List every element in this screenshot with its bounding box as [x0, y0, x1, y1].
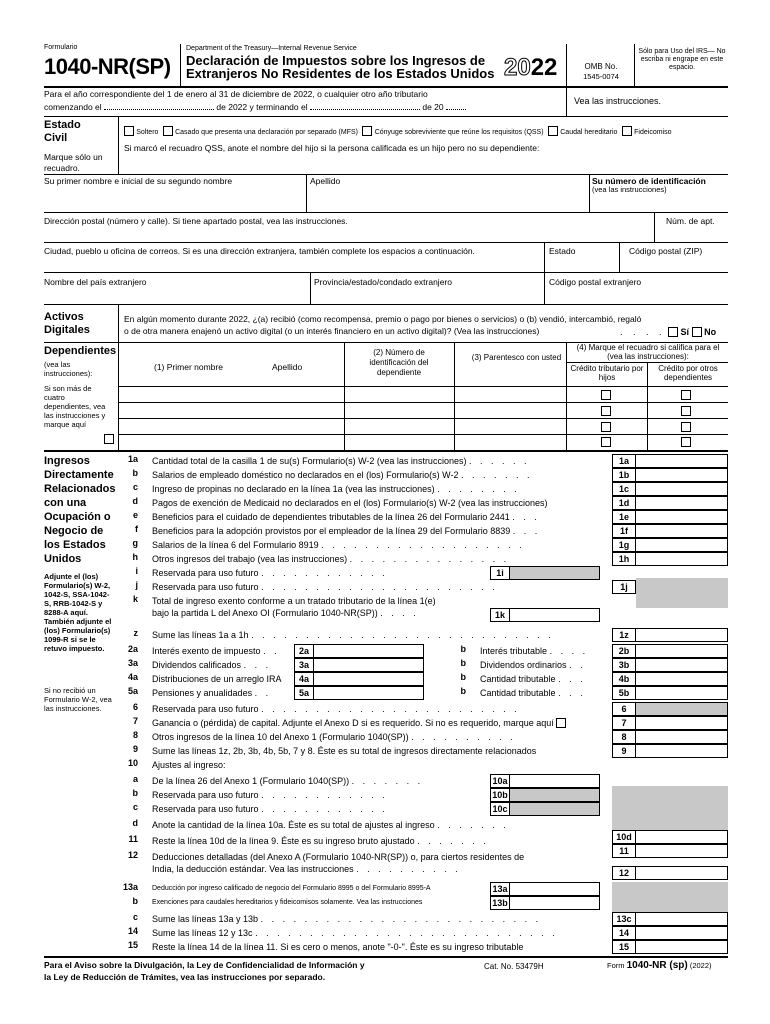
- footer-form-id: [607, 960, 712, 971]
- amount-12[interactable]: [636, 866, 728, 880]
- digital-label2: Digitales: [44, 324, 90, 336]
- mfs-checkbox[interactable]: [163, 126, 173, 136]
- id-number-label: Su número de identificación: [592, 176, 706, 186]
- dep1-ctc-checkbox[interactable]: [601, 390, 611, 400]
- qss-note: Si marcó el recuadro QSS, anote el nombre del hijo si la persona calificada es un hijo pero no su dependiente:: [124, 143, 540, 153]
- last-name-label: Apellido: [310, 176, 341, 186]
- dep-col1-first: (1) Primer nombre: [154, 362, 223, 372]
- estate-checkbox[interactable]: [548, 126, 558, 136]
- end-year-label: de 20: [422, 102, 444, 112]
- dependents-label: Dependientes: [44, 345, 117, 357]
- amount-8[interactable]: [636, 730, 728, 744]
- title-line2: Extranjeros No Residentes de los Estados Unidos: [186, 66, 495, 81]
- amount-10c: [510, 802, 600, 816]
- digital-no-checkbox[interactable]: [692, 327, 702, 337]
- state-label: Estado: [549, 246, 576, 256]
- shade-13-amts: [636, 882, 728, 912]
- amount-14[interactable]: [636, 926, 728, 940]
- amount-1d[interactable]: [636, 496, 728, 510]
- id-number-note: (vea las instrucciones): [592, 185, 667, 194]
- filing-status-label2: Civil: [44, 132, 68, 144]
- amount-13a[interactable]: [510, 882, 600, 896]
- irs-use-note: Sólo para Uso del IRS— No escriba ni engrape en este espacio.: [638, 48, 726, 71]
- cat-number: Cat. No. 53479H: [484, 962, 544, 971]
- dep4-ctc-checkbox[interactable]: [601, 437, 611, 447]
- begin-label: comenzando el: [44, 102, 102, 112]
- footer-notice-1: Para el Aviso sobre la Divulgación, la Ley de Confidencialidad de Información y: [44, 960, 365, 970]
- dep2-odc-checkbox[interactable]: [681, 406, 691, 416]
- year-light: 20: [504, 54, 531, 81]
- form-number: 1040-NR(SP): [44, 54, 171, 79]
- form-label: Formulario: [44, 44, 78, 51]
- end-label: de 2022 y terminando el: [216, 102, 308, 112]
- amount-13c[interactable]: [636, 912, 728, 926]
- amount-2b[interactable]: [636, 644, 728, 658]
- begin-date-field[interactable]: [104, 109, 214, 110]
- amount-13b[interactable]: [510, 896, 600, 910]
- amount-1k[interactable]: [510, 608, 600, 622]
- dep-col3: (3) Parentesco con usted: [471, 353, 562, 362]
- amount-5b[interactable]: [636, 686, 728, 700]
- more-dependents-checkbox[interactable]: [104, 434, 114, 444]
- footer-form-name: 1040-NR (sp): [626, 960, 688, 971]
- amount-4b[interactable]: [636, 672, 728, 686]
- amount-1i: [510, 566, 600, 580]
- year-bold: 22: [530, 54, 558, 81]
- shade-10-amts: [636, 786, 728, 830]
- department: Department of the Treasury—Internal Revenue Service: [186, 45, 357, 52]
- zip-label: Código postal (ZIP): [629, 246, 703, 256]
- amount-1e[interactable]: [636, 510, 728, 524]
- footer-notice-2: la Ley de Reducción de Trámites, vea las instrucciones por separado.: [44, 972, 326, 982]
- apt-label: Núm. de apt.: [666, 216, 715, 226]
- filing-status-options: Soltero Casado que presenta una declaración por separado (MFS) Cónyuge sobreviviente que reúne los requisitos (QSS) Caudal hereditario Fideicomiso: [124, 126, 672, 136]
- amount-10d[interactable]: [636, 830, 728, 844]
- foreign-zip-label: Código postal extranjero: [549, 277, 642, 287]
- omb-number: 1545-0074: [583, 72, 619, 81]
- income-section-title: Ingresos Directamente Relacionados con una Ocupación o Negocio de los Estados Unidos: [44, 455, 116, 565]
- dep4-odc-checkbox[interactable]: [681, 437, 691, 447]
- digital-question-2: o de otra manera enajenó un activo digital (o un interés financiero en un activo digital)? (Vea las instrucciones): [124, 326, 540, 336]
- amount-10a[interactable]: [510, 774, 600, 788]
- dep-col4: (4) Marque el recuadro si califica para el (vea las instrucciones):: [576, 343, 720, 361]
- dep-col2: (2) Número de identificación del dependiente: [369, 348, 429, 377]
- line7-checkbox[interactable]: [556, 718, 566, 728]
- amount-15[interactable]: [636, 940, 728, 954]
- end-year-field[interactable]: [446, 109, 466, 110]
- single-checkbox[interactable]: [124, 126, 134, 136]
- amount-1f[interactable]: [636, 524, 728, 538]
- dep-col4b: Crédito por otros dependientes: [658, 364, 718, 382]
- digital-answers: . . . . Sí No: [620, 327, 717, 337]
- amount-3a[interactable]: [314, 658, 424, 672]
- year-line-text: Para el año correspondiente del 1 de enero al 31 de diciembre de 2022, o cualquier otro año tributario: [44, 89, 428, 99]
- attach-note: Adjunte el (los) Formulario(s) W-2, 1042-S, SSA-1042-S, RRB-1042-S y 8288-A aquí. También adjunte el (los) Formulario(s) 1099-R si se le retuvo impuesto.: [44, 572, 112, 653]
- dep-col4a: Crédito tributario por hijos: [570, 364, 644, 382]
- amount-1z[interactable]: [636, 628, 728, 642]
- amount-1h[interactable]: [636, 552, 728, 566]
- amount-1g[interactable]: [636, 538, 728, 552]
- dep2-ctc-checkbox[interactable]: [601, 406, 611, 416]
- amount-11[interactable]: [636, 844, 728, 858]
- dep-col1-last: Apellido: [272, 362, 303, 372]
- see-instructions: Vea las instrucciones.: [574, 96, 662, 106]
- footer-form-label: Form: [607, 961, 625, 970]
- amount-1c[interactable]: [636, 482, 728, 496]
- amount-4a[interactable]: [314, 672, 424, 686]
- footer-form-year: (2022): [689, 961, 712, 970]
- province-label: Provincia/estado/condado extranjero: [314, 277, 452, 287]
- city-label: Ciudad, pueblo u oficina de correos. Si es una dirección extranjera, también complete los espacios a continuación.: [44, 246, 475, 256]
- amount-9[interactable]: [636, 744, 728, 758]
- filing-status-hint: Marque sólo un recuadro.: [44, 152, 103, 173]
- year-line-start: [44, 102, 466, 112]
- dep3-odc-checkbox[interactable]: [681, 422, 691, 432]
- shade-1ij: [636, 578, 728, 608]
- digital-yes-checkbox[interactable]: [668, 327, 678, 337]
- address-label: Dirección postal (número y calle). Si tiene apartado postal, vea las instrucciones.: [44, 216, 348, 226]
- dep1-odc-checkbox[interactable]: [681, 390, 691, 400]
- amount-5a[interactable]: [314, 686, 424, 700]
- dependents-note2: Si son más de cuatro dependientes, vea las instrucciones y marque aquí: [44, 384, 106, 429]
- shade-10-labels: [612, 786, 636, 830]
- country-label: Nombre del país extranjero: [44, 277, 147, 287]
- amount-2a[interactable]: [314, 644, 424, 658]
- omb-label: OMB No.: [584, 62, 618, 71]
- title-line1: Declaración de Impuestos sobre los Ingresos de: [186, 53, 486, 68]
- amount-3b[interactable]: [636, 658, 728, 672]
- amount-6: [636, 702, 728, 716]
- dependents-note1: (vea las instrucciones):: [44, 360, 93, 378]
- dep3-ctc-checkbox[interactable]: [601, 422, 611, 432]
- filing-status-label1: Estado: [44, 119, 81, 131]
- amount-1a[interactable]: [636, 454, 728, 468]
- no-w2-note: Si no recibió un Formulario W-2, vea las instrucciones.: [44, 686, 112, 713]
- trust-checkbox[interactable]: [622, 126, 632, 136]
- digital-label1: Activos: [44, 311, 84, 323]
- first-name-label: Su primer nombre e inicial de su segundo nombre: [44, 176, 233, 186]
- shade-13-labels: [612, 882, 636, 912]
- digital-question-1: En algún momento durante 2022, ¿(a) recibió (como recompensa, premio o pago por bienes o servicios) o (b) vendió, intercambió, regaló: [124, 314, 642, 324]
- tax-year: [504, 56, 557, 80]
- amount-1b[interactable]: [636, 468, 728, 482]
- qss-checkbox[interactable]: [362, 126, 372, 136]
- amount-7[interactable]: [636, 716, 728, 730]
- end-date-field[interactable]: [310, 109, 420, 110]
- amount-10b: [510, 788, 600, 802]
